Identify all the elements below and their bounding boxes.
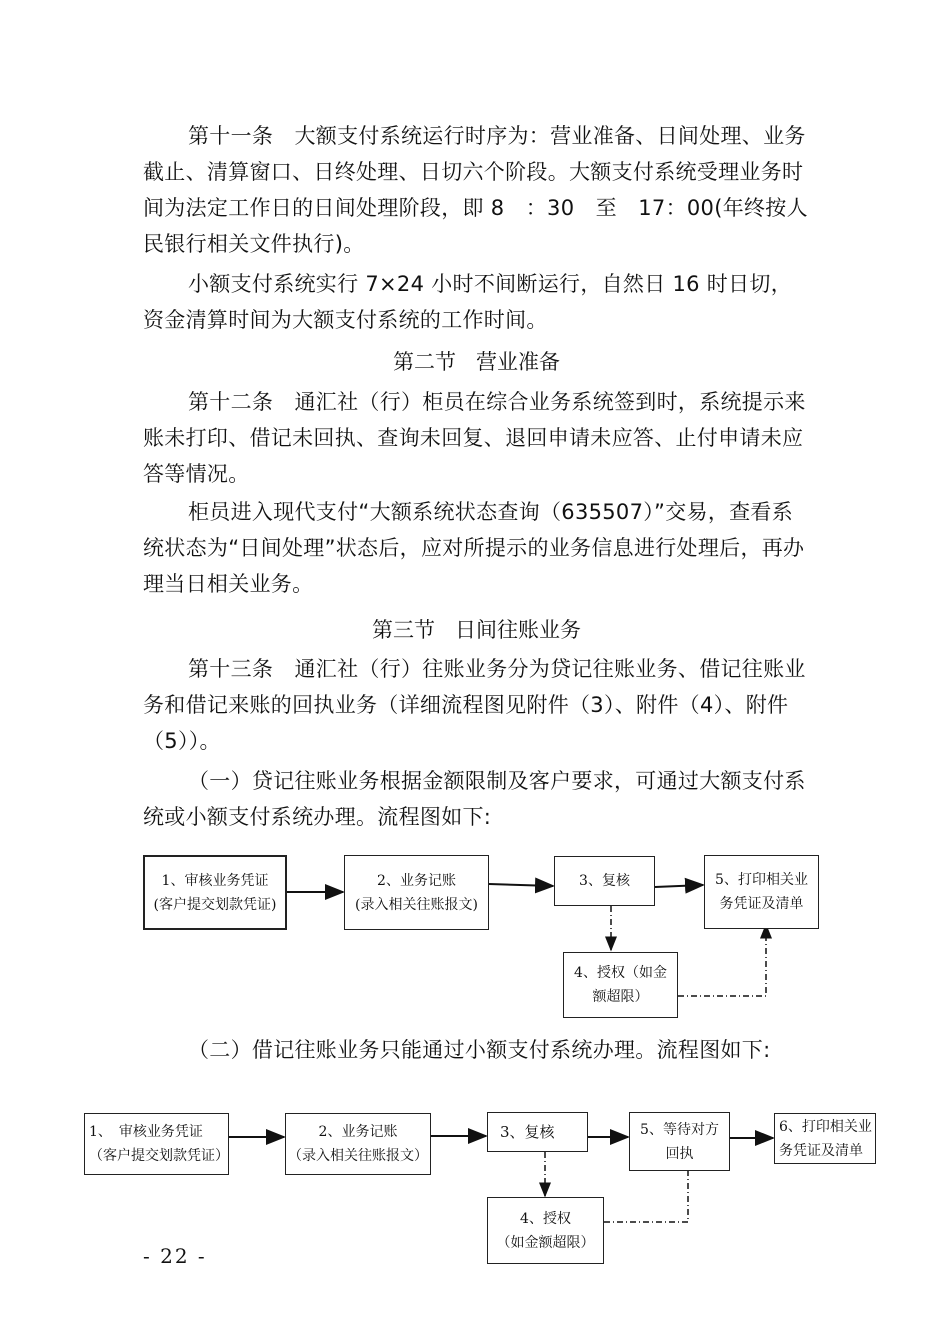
article-13: 第十三条 通汇社（行）往账业务分为贷记往账业务、借记往账业务和借记来账的回执业务（详细流程图见附件（3）、附件（4）、附件（5））。 (143, 657, 806, 753)
flow2-step-6-line-2: 务凭证及清单 (779, 1142, 863, 1159)
flow1-step-4-line-1: 4、授权（如金 (574, 965, 667, 981)
debit-paragraph: （二）借记往账业务只能通过小额支付系统办理。流程图如下: (188, 1038, 771, 1062)
small-payment-paragraph: 小额支付系统实行 7×24 小时不间断运行，自然日 16 时日切，资金清算时间为大额支付系统的工作时间。 (143, 272, 792, 332)
flow2-step-2-box (285, 1113, 431, 1175)
flow1-step-2-line-2: (录入相关往账报文) (355, 896, 478, 913)
section-3-title: 日间往账业务 (455, 618, 581, 642)
section-2-number: 第二节 (393, 350, 456, 374)
flow2-step-6-box (774, 1113, 876, 1164)
section-3-number: 第三节 (372, 618, 435, 642)
flow2-step-6-line-1: 6、打印相关业 (779, 1118, 872, 1135)
flow1-step-3-box (554, 856, 655, 906)
flow2-step-2-line-2: （录入相关往账报文） (288, 1148, 428, 1164)
flow1-arrow-4-5 (678, 925, 766, 996)
flow1-step-1-line-2: (客户提交划款凭证) (153, 896, 277, 913)
flow2-step-1-box (84, 1113, 229, 1175)
flow1-step-5-box (704, 855, 819, 929)
flow1-arrow-3-5 (655, 885, 703, 887)
flow2-step-4-line-2: （如金额超限） (496, 1234, 595, 1251)
flow2-step-1-line-1: 1、 审核业务凭证 (89, 1124, 203, 1140)
flow2-step-3-box (487, 1112, 588, 1152)
flow2-step-2-line-1: 2、业务记账 (318, 1124, 398, 1140)
flow2-step-5-line-1: 5、等待对方 (640, 1121, 719, 1138)
flow2-step-5-box (629, 1112, 730, 1171)
flow1-step-5-line-1: 5、打印相关业 (715, 872, 808, 888)
flow2-step-1-line-2: （客户提交划款凭证） (89, 1148, 229, 1164)
article-12: 第十二条 通汇社（行）柜员在综合业务系统签到时，系统提示来账未打印、借记未回执、查询未回复、退回申请未应答、止付申请未应答等情况。 (143, 390, 806, 486)
flow1-step-2-box (344, 855, 489, 930)
flow1-step-2-line-1: 2、业务记账 (377, 872, 456, 889)
section-2-title: 营业准备 (476, 350, 560, 374)
flow1-step-1-line-1: 1、审核业务凭证 (161, 872, 269, 889)
flow2-step-4-box (487, 1197, 604, 1264)
flow1-step-3-label: 3、复核 (579, 873, 630, 889)
flow2-step-4-line-1: 4、授权 (520, 1210, 571, 1227)
flow1-step-4-box (563, 952, 678, 1018)
flow1-step-4-line-2: 额超限） (592, 989, 649, 1005)
flow1-step-5-line-2: 务凭证及清单 (719, 896, 804, 912)
page-number: - 22 - (143, 1244, 207, 1268)
article-11: 第十一条 大额支付系统运行时序为：营业准备、日间处理、业务截止、清算窗口、日终处理、日切六个阶段。大额支付系统受理业务时间为法定工作日的日间处理阶段，即 8 ：30 至 17：00(年终按人民银行相关文件执行)。 (143, 124, 808, 256)
flow2-step-3-label: 3、复核 (500, 1123, 555, 1141)
teller-paragraph: 柜员进入现代支付“大额系统状态查询（635507）”交易，查看系统状态为“日间处理”状态后，应对所提示的业务信息进行处理后，再办理当日相关业务。 (143, 500, 805, 596)
credit-paragraph: （一）贷记往账业务根据金额限制及客户要求，可通过大额支付系统或小额支付系统办理。流程图如下: (143, 769, 806, 829)
flow1-step-1-box (143, 855, 287, 930)
flow2-step-5-line-2: 回执 (665, 1145, 694, 1162)
flow1-arrow-2-3 (489, 884, 553, 886)
